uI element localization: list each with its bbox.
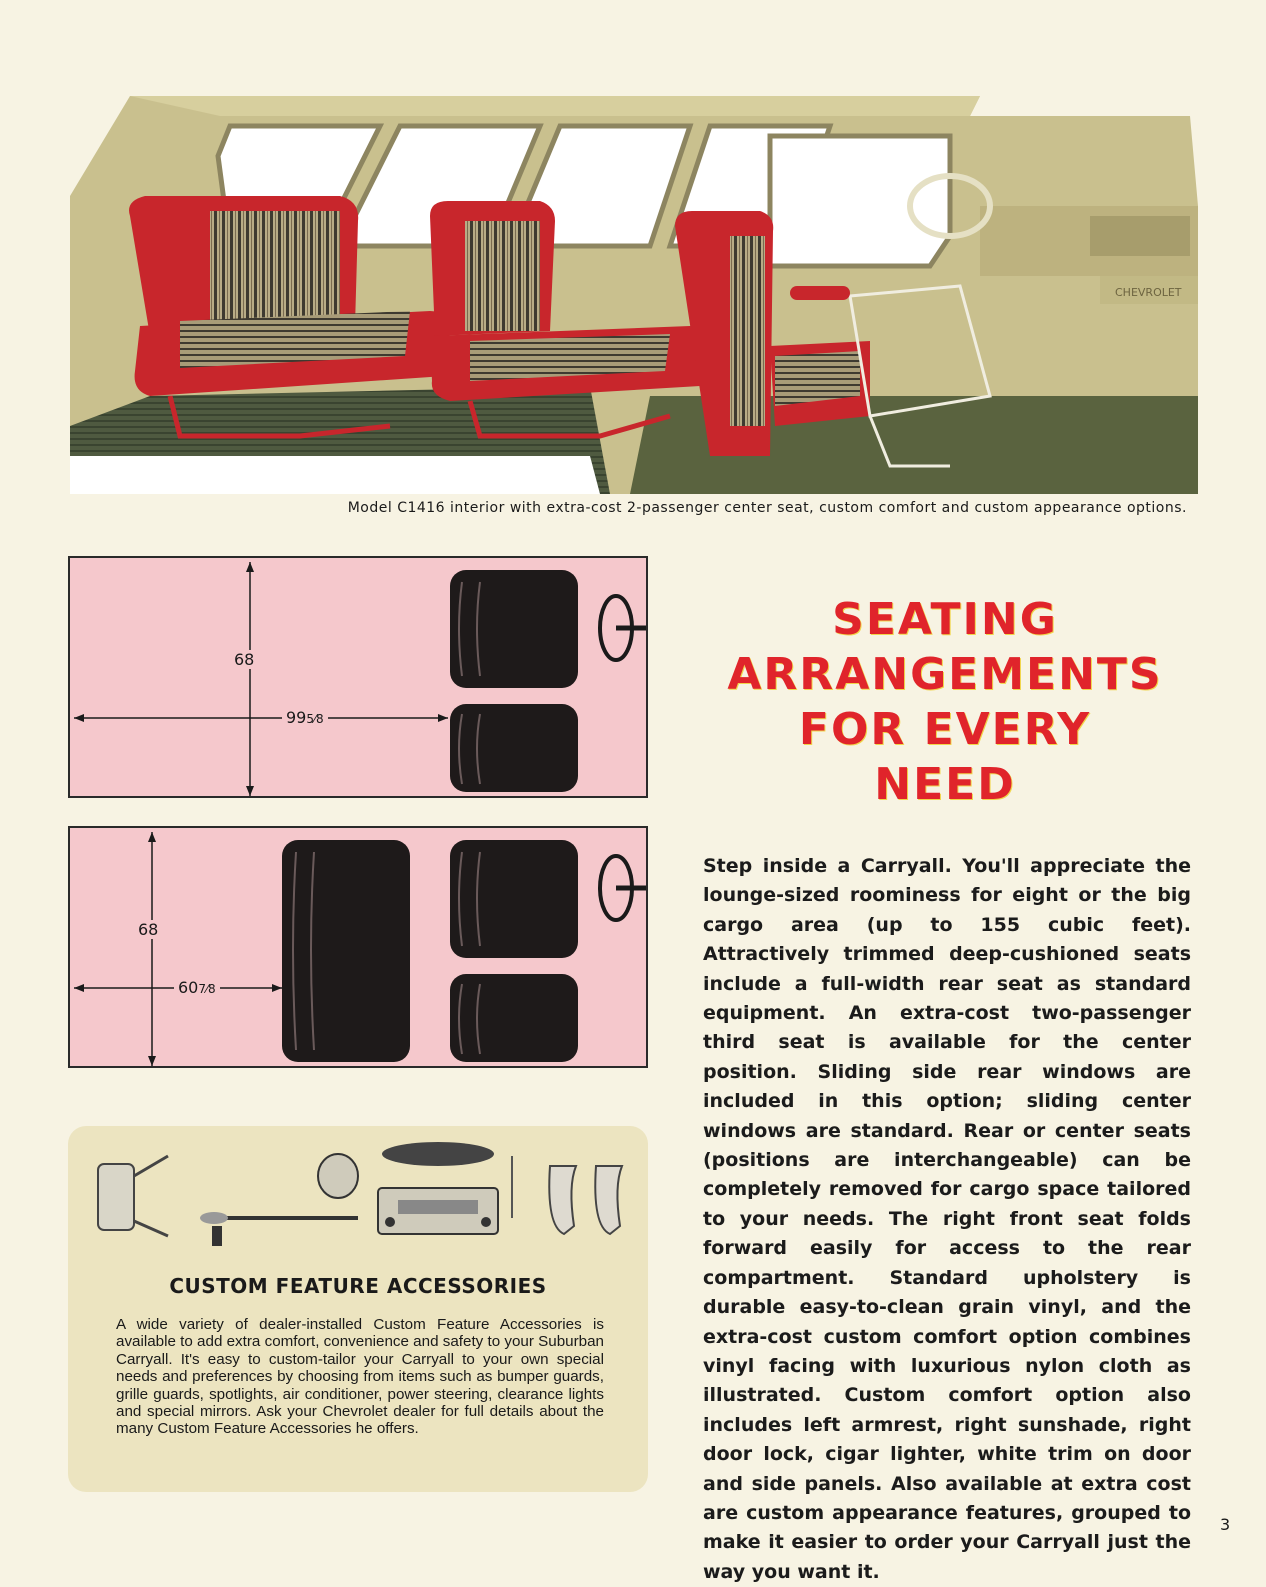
- mirror-icon: [98, 1156, 168, 1236]
- accessories-title: CUSTOM FEATURE ACCESSORIES: [169, 1274, 547, 1298]
- accessories-illustration: [68, 1126, 648, 1266]
- image-caption: Model C1416 interior with extra-cost 2-passenger center seat, custom comfort and custom appearance options.: [347, 500, 1187, 516]
- headline-line: NEED: [874, 759, 1016, 810]
- floor-plan-two-rows: [68, 556, 648, 798]
- headline-line: FOR EVERY: [798, 704, 1092, 755]
- accessories-panel: [68, 1126, 648, 1492]
- floor-plan-three-rows: [68, 826, 648, 1068]
- front-seat-right: [450, 704, 578, 792]
- headline: [690, 592, 1200, 812]
- center-bench-seat: [282, 840, 410, 1062]
- interior-illustration: [70, 96, 1198, 494]
- floor-plan-diagram: [70, 558, 650, 800]
- length-dimension: 995⁄8: [282, 708, 328, 727]
- page-number: 3: [1220, 1515, 1231, 1534]
- carryall-interior-image: [70, 96, 1198, 494]
- headline-line: ARRANGEMENTS: [727, 649, 1163, 700]
- floor-plan-diagram: [70, 828, 650, 1070]
- width-dimension: 68: [230, 650, 258, 669]
- headline-line: SEATING: [832, 594, 1058, 645]
- accessories-text: A wide variety of dealer-installed Custom Feature Accessories is available to add extra comfort, convenience and safety to your Suburban Carryall. It's easy to custom-tailor your Carryall to your own special needs and preferences by choosing from items such as bumper guards, grille guards, spotlights, air conditioner, power steering, clearance lights and special mirrors. Ask your Chevrolet dealer for full details about the many Custom Feature Accessories he offers.: [116, 1316, 604, 1438]
- front-seat-right: [450, 974, 578, 1062]
- front-seat-left: [450, 840, 578, 958]
- radio-icon: [378, 1142, 512, 1234]
- dash-badge: CHEVROLET: [1115, 286, 1182, 299]
- length-dimension: 607⁄8: [174, 978, 220, 997]
- bumper-guard-icon: [549, 1166, 622, 1234]
- front-seat-left: [450, 570, 578, 688]
- width-dimension: 68: [134, 920, 162, 939]
- spotlight-icon: [200, 1154, 358, 1246]
- body-text: Step inside a Carryall. You'll appreciate the lounge-sized roominess for eight or the big cargo area (up to 155 cubic feet). Attractively trimmed deep-cushioned seats include a full-width rear seat as standard equipment. An extra-cost two-passenger third seat is available for the center position. Sliding side rear windows are included in this option; sliding center windows are standard. Rear or center seats (positions are interchangeable) can be completely removed for cargo space tailored to your needs. The right front seat folds forward easily for access to the rear compartment. Standard upholstery is durable easy-to-clean grain vinyl, and the extra-cost custom comfort option combines vinyl facing with luxurious nylon cloth as illustrated. Custom comfort option also includes left armrest, right sunshade, right door lock, cigar lighter, white trim on door and side panels. Also available at extra cost are custom appearance features, grouped to make it easier to order your Carryall just the way you want it.: [703, 855, 1191, 1583]
